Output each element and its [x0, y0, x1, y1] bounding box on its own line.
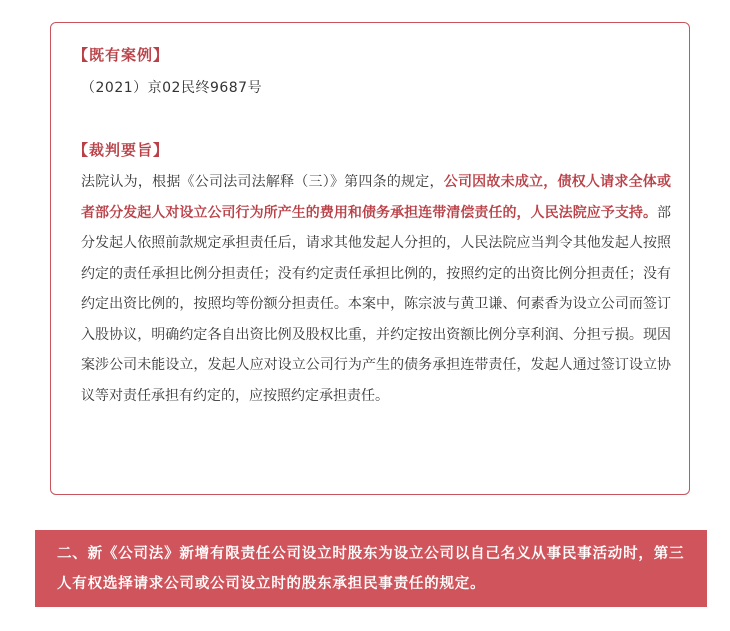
section-banner [35, 530, 707, 607]
ruling-heading: 【裁判要旨】 [73, 141, 170, 159]
case-box [50, 22, 690, 495]
existing-cases-heading: 【既有案例】 [73, 46, 170, 64]
case-number: （2021）京02民终9687号 [81, 80, 263, 96]
ruling-rest: 部分发起人依照前款规定承担责任后，请求其他发起人分担的，人民法院应当判令其他发起人按照约定的责任承担比例分担责任；没有约定责任承担比例的，按照约定的出资比例分担责任；没有约定出资比例的，按照均等份额分担责任。本案中，陈宗波与黄卫谦、何素香为设立公司而签订入股协议，明确约定各自出资比例及股权比重，并约定按出资额比例分享利润、分担亏损。现因案涉公司未能设立，发起人应对设立公司行为产生的债务承担连带责任，发起人通过签订设立协议等对责任承担有约定的，应按照约定承担责任。 [81, 204, 671, 404]
ruling-intro: 法院认为，根据《公司法司法解释（三）》第四条的规定， [81, 174, 444, 190]
ruling-paragraph [81, 167, 671, 411]
banner-text: 二、新《公司法》新增有限责任公司设立时股东为设立公司以自己名义从事民事活动时，第三人有权选择请求公司或公司设立时的股东承担民事责任的规定。 [57, 546, 685, 592]
ruling-emphasis: 公司因故未成立，债权人请求全体或者部分发起人对设立公司行为所产生的费用和债务承担连带清偿责任的，人民法院应予支持。 [81, 174, 672, 221]
